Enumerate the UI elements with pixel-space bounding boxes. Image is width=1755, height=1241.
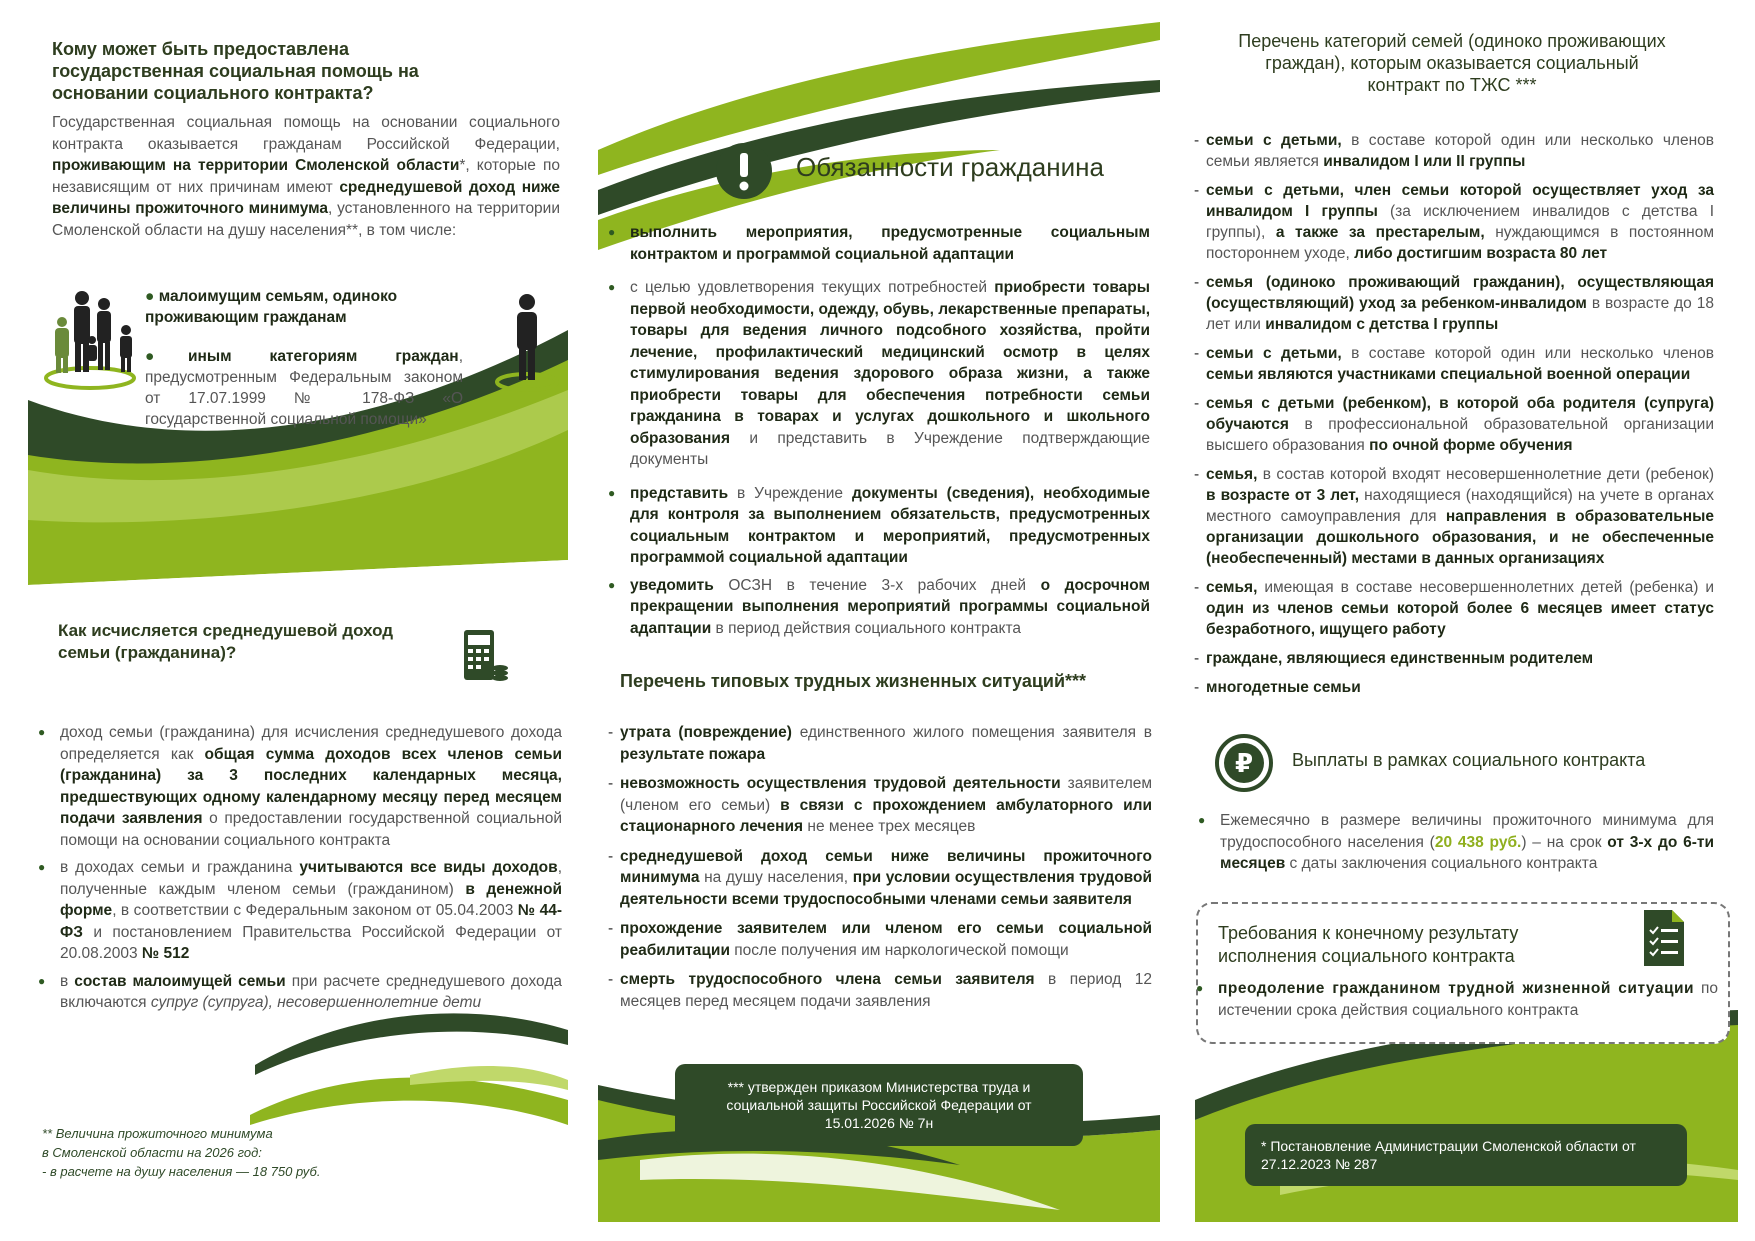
category-item-4: - семьи с детьми, в составе которой один или несколько членов семьи являются участниками специальной военной операции (1192, 343, 1714, 385)
category-item-8: - граждане, являющиеся единственным родителем (1192, 648, 1714, 669)
situations-list (606, 722, 1152, 1020)
family-group-icon (40, 282, 150, 392)
income-item-3: ● в состав малоимущей семьи при расчете среднедушевого дохода включаются супруг (супруга), несовершеннолетние дети (34, 971, 562, 1014)
order-note-box: *** утвержден приказом Министерства труда и социальной защиты Российской Федерации от 15.01.2026 № 7н (675, 1064, 1083, 1146)
document-checklist-icon (1640, 908, 1688, 968)
who-section (52, 38, 572, 104)
situation-item-5: - смерть трудоспособного члена семьи заявителя в период 12 месяцев перед месяцем подачи заявления (606, 969, 1152, 1012)
category-item-1: - семьи с детьми, в составе которой один или несколько членов семьи является инвалидом I или II группы (1192, 130, 1714, 172)
situation-item-1: - утрата (повреждение) единственного жилого помещения заявителя в результате пожара (606, 722, 1152, 765)
category-item-5: - семья с детьми (ребенком), в которой оба родителя (супруга) обучаются в профессиональной образовательной организации высшего образования по очной форме обучения (1192, 393, 1714, 456)
duties-title: Обязанности гражданина (796, 152, 1104, 182)
category-item-9: - многодетные семьи (1192, 677, 1714, 698)
exclamation-circle-icon (715, 142, 773, 200)
calculator-icon (462, 628, 510, 686)
payment-item: ● Ежемесячно в размере величины прожиточного минимума для трудоспособного населения (20 438 руб.) – на срок от 3-х до 6-ти месяцев с даты заключения социального контракта (1194, 810, 1714, 875)
duty-item-2: ● с целью удовлетворения текущих потребностей приобрести товары первой необходимости, одежду, обувь, лекарственные препараты, товары для ведения личного подсобного хозяйства, пройти лечение, профилактический медицинский осмотр в целях стимулирования ведения здорового образа жизни, а также приобрести товары для обеспечения потребности семьи гражданина в товарах и услугах дошкольного и школьного образования и представить в Учреждение подтверждающие документы (604, 277, 1150, 471)
income-list (34, 722, 562, 1020)
who-bullet-1: ● малоимущим семьям, одиноко проживающим гражданам (145, 288, 398, 326)
category-item-3: - семья (одиноко проживающий гражданин), осуществляющая (осуществляющий) уход за ребенком-инвалидом в возрасте до 18 лет или инвалидом с детства I группы (1192, 272, 1714, 335)
income-title: Как исчисляется среднедушевой доход семьи (гражданина)? (58, 621, 394, 662)
income-item-1: ● доход семьи (гражданина) для исчисления среднедушевого дохода определяется как общая сумма доходов всех членов семьи (гражданина) за 3 последних календарных месяца, предшествующих одному календарному месяцу перед месяцем подачи заявления о предоставлении государственной социальной помощи на основании социального контракта (34, 722, 562, 851)
category-item-7: - семья, имеющая в составе несовершеннолетних детей (ребенка) и один из членов семьи которой более 6 месяцев имеет статус безработного, ищущего работу (1192, 577, 1714, 640)
ruble-icon (1215, 734, 1273, 792)
who-paragraph: Государственная социальная помощь на основании социального контракта оказывается гражданам Российской Федерации, проживающим на территории Смоленской области*, которые по независящим от них причинам имеют среднедушевой доход ниже величины прожиточного минимума, установленного на территории Смоленской области на душу населения**, в том числе: (52, 114, 560, 239)
situations-title: Перечень типовых трудных жизненных ситуаций*** (620, 671, 1087, 691)
income-item-2: ● в доходах семьи и гражданина учитываются все виды доходов, полученные каждым членом семьи (гражданином) в денежной форме, в соответствии с Федеральным законом от 05.04.2003 № 44-ФЗ и постановлением Правительства Российской Федерации от 20.08.2003 № 512 (34, 857, 562, 965)
categories-list (1192, 130, 1714, 706)
who-bullets (145, 286, 463, 430)
requirements-title: Требования к конечному результату исполнения социального контракта (1218, 923, 1519, 966)
duty-item-3: ● представить в Учреждение документы (сведения), необходимые для контроля за выполнением обязательств, предусмотренных социальным контрактом и мероприятий, предусмотренных программой социальной адаптации (604, 483, 1150, 569)
situation-item-3: - среднедушевой доход семьи ниже величины прожиточного минимума на душу населения, при условии осуществления трудовой деятельности всеми трудоспособными членами семьи заявителя (606, 846, 1152, 911)
requirements-list (1192, 978, 1718, 1027)
payments-title: Выплаты в рамках социального контракта (1292, 750, 1646, 770)
requirement-item: ● преодоление гражданином трудной жизненной ситуации по истечении срока действия социального контракта (1192, 978, 1718, 1021)
who-bullet-2: ●иным категориям граждан, предусмотренным Федеральным законом от 17.07.1999 № 178-ФЗ «О государственной социальной помощи» (145, 348, 463, 428)
single-person-icon (492, 290, 562, 400)
situation-item-2: - невозможность осуществления трудовой деятельности заявителем (членом его семьи) в связи с прохождением амбулаторного или стационарного лечения не менее трех месяцев (606, 773, 1152, 838)
payments-list (1194, 810, 1714, 881)
category-item-6: - семья, в состав которой входят несовершеннолетние дети (ребенок) в возрасте от 3 лет, находящиеся (находящийся) на учете в органах местного самоуправления для направления в образовательные организации дошкольного образования, и не обеспеченные (необеспеченный) местами в данных организациях (1192, 464, 1714, 569)
categories-title: Перечень категорий семей (одиноко проживающих граждан), которым оказывается социальный контракт по ТЖС *** (1238, 31, 1666, 95)
situation-item-4: - прохождение заявителем или членом его семьи социальной реабилитации после получения им наркологической помощи (606, 918, 1152, 961)
footnote-min-wage: ** Величина прожиточного минимума в Смоленской области на 2026 год: - в расчете на душу населения — 18 750 руб. (42, 1126, 321, 1179)
category-item-2: - семьи с детьми, член семьи которой осуществляет уход за инвалидом I группы (за исключением инвалидов с детства I группы), а также за престарелым, нуждающимся в постоянном постороннем уходе, либо достигшим возраста 80 лет (1192, 180, 1714, 264)
who-title: Кому может быть предоставлена государственная социальная помощь на основании социального контракта? (52, 39, 419, 103)
duty-item-1: ● выполнить мероприятия, предусмотренные социальным контрактом и программой социальной адаптации (604, 222, 1150, 265)
svg-text:₽: ₽ (1234, 749, 1254, 779)
duty-item-4: ● уведомить ОСЗН в течение 3-х рабочих дней о досрочном прекращении выполнения мероприятий программы социальной адаптации в период действия социального контракта (604, 575, 1150, 640)
resolution-note-box: * Постановление Администрации Смоленской области от 27.12.2023 № 287 (1245, 1124, 1687, 1186)
duties-list (604, 222, 1150, 645)
